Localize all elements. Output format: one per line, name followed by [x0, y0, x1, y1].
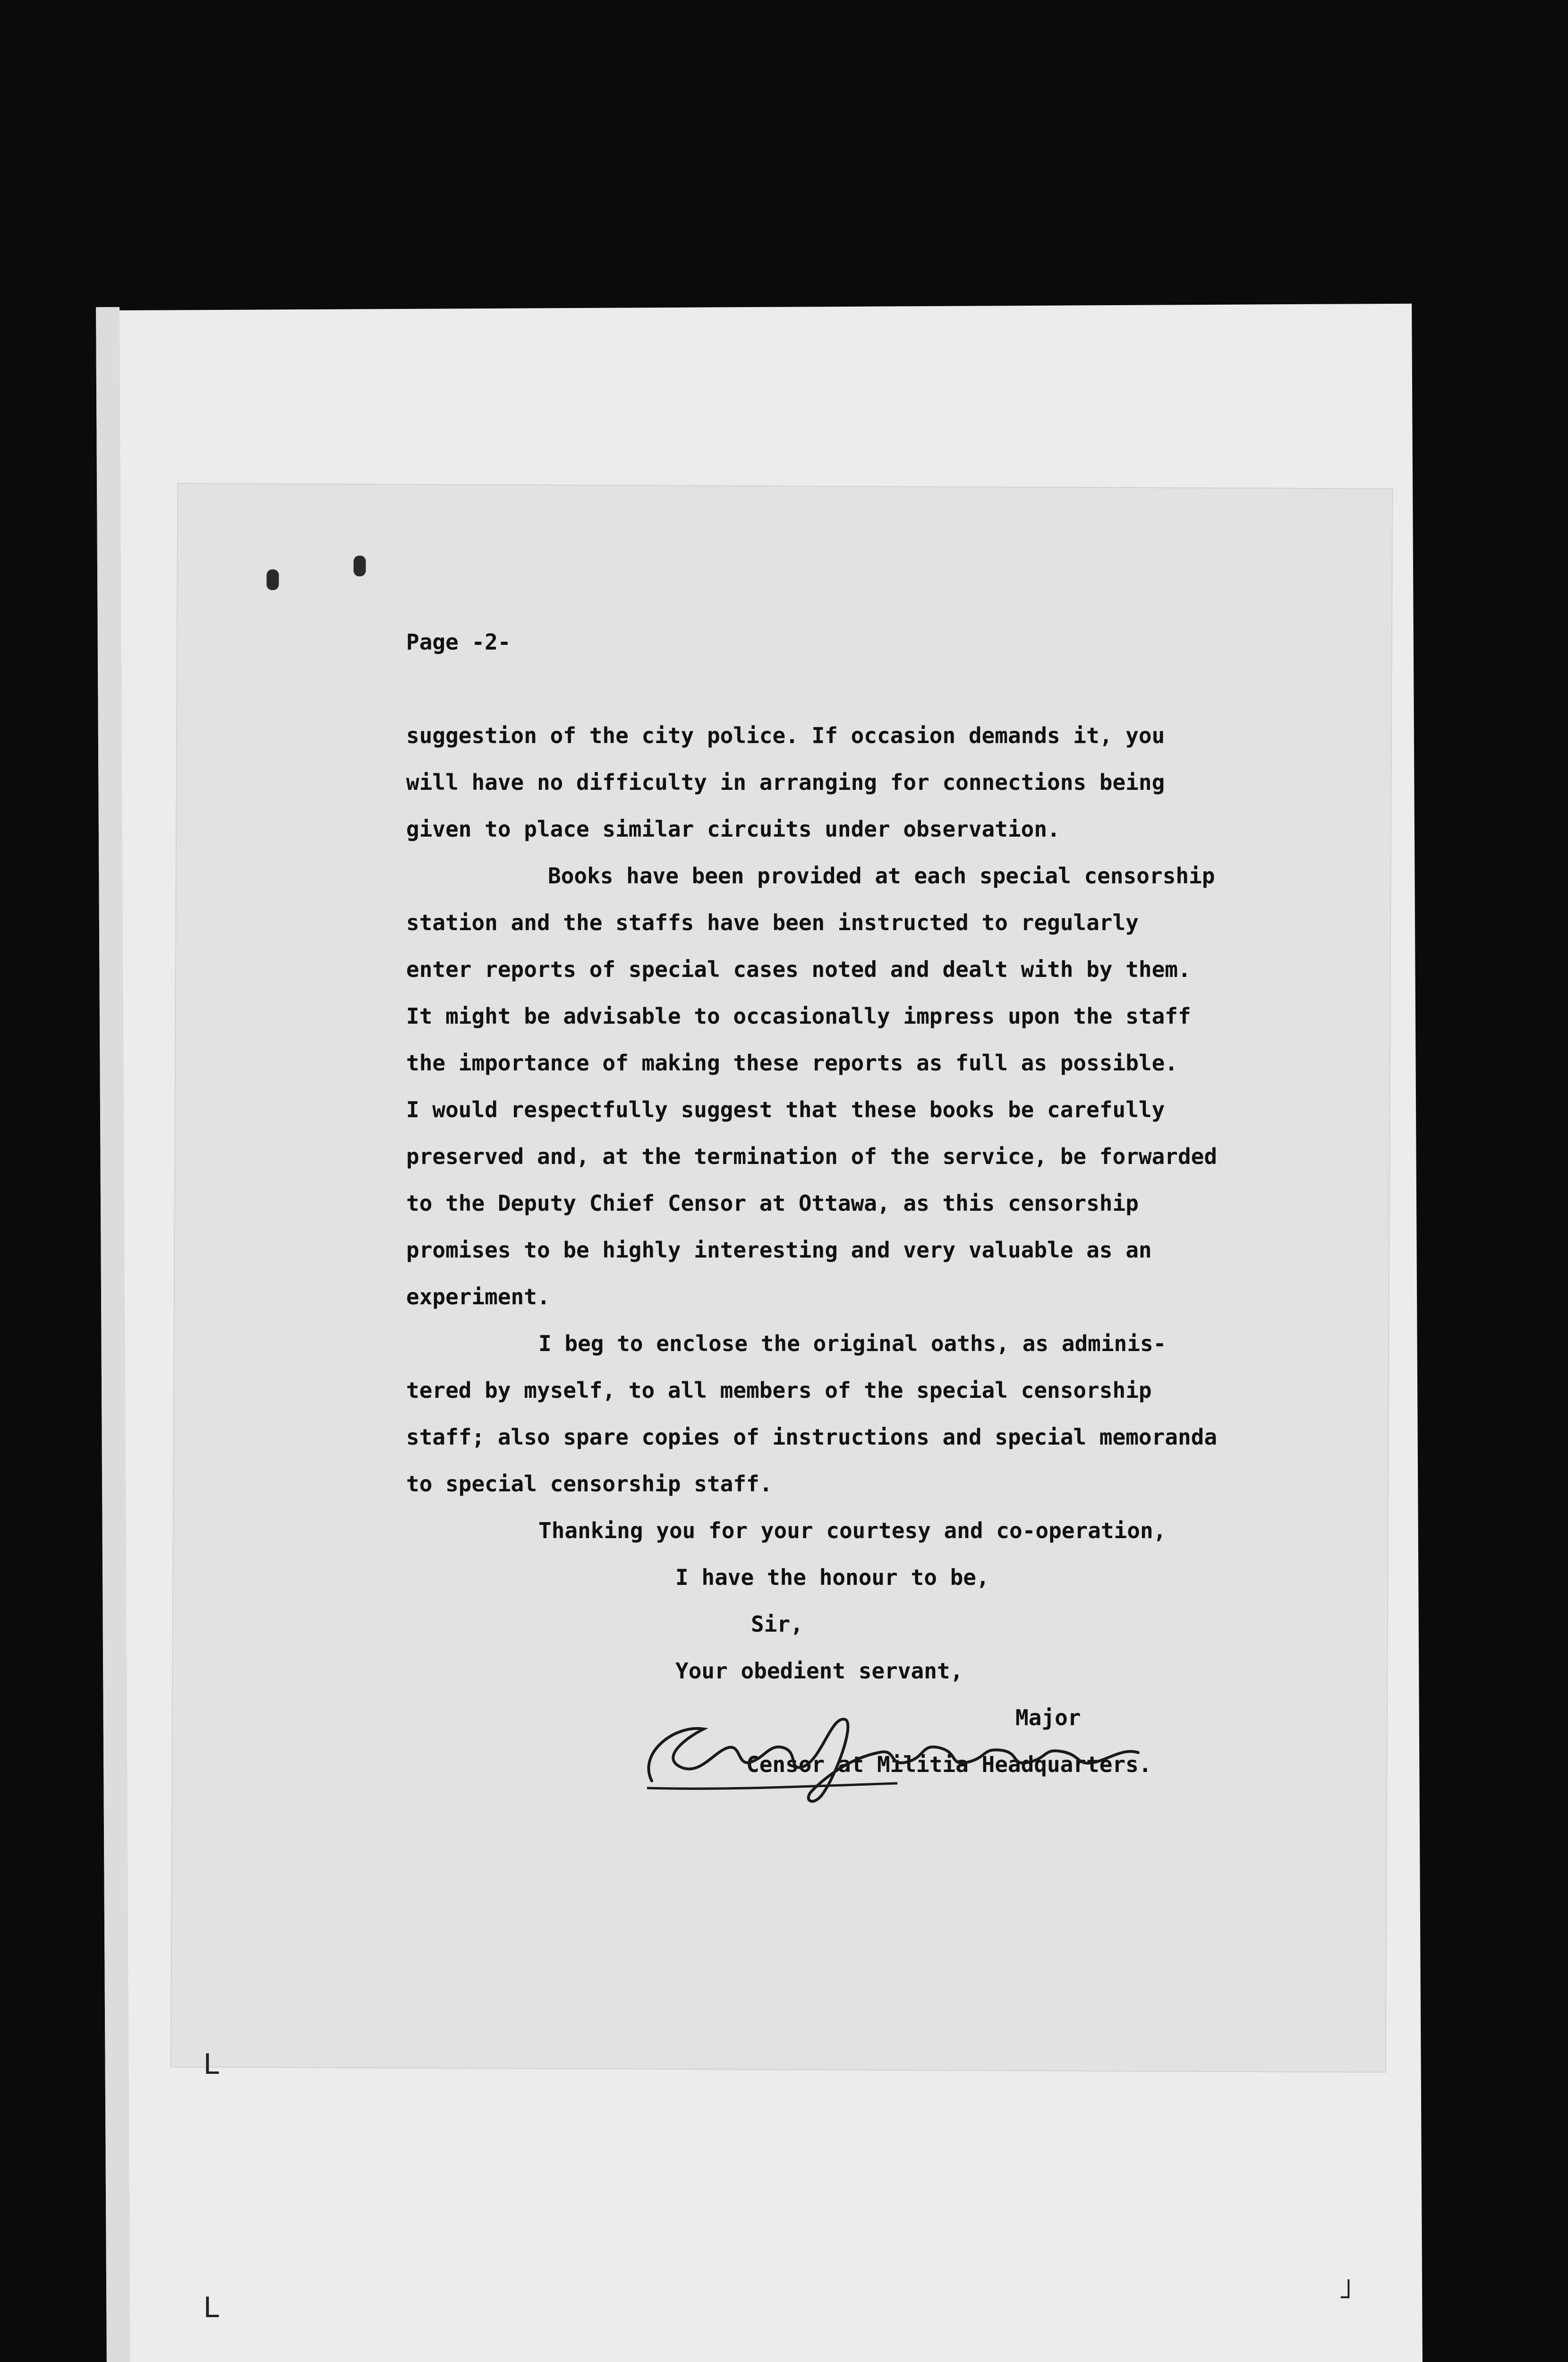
margin-mark: L [203, 2048, 221, 2081]
paragraph-1 [406, 712, 1351, 853]
text-line: I would respectfully suggest that these books be carefully [406, 1097, 1165, 1122]
text-line: promises to be highly interesting and very valuable as an [406, 1237, 1152, 1263]
closing-honour: I have the honour to be, [675, 1565, 989, 1590]
closing-salutation: Sir, [751, 1611, 803, 1637]
text-line: Books have been provided at each special censorship [548, 863, 1215, 889]
text-line: experiment. [406, 1284, 550, 1309]
punch-hole [266, 569, 279, 590]
text-line: staff; also spare copies of instructions and special memoranda [406, 1424, 1218, 1450]
paragraph-2 [406, 853, 1351, 1320]
paragraph-3 [406, 1320, 1351, 1507]
text-line: to the Deputy Chief Censor at Ottawa, as this censorship [406, 1190, 1139, 1216]
letter-body [406, 619, 1351, 1788]
text-line: suggestion of the city police. If occasion demands it, you [406, 723, 1165, 748]
text-line: the importance of making these reports as full as possible. [406, 1050, 1178, 1076]
text-line: preserved and, at the termination of the service, be forwarded [406, 1144, 1218, 1169]
text-line: will have no difficulty in arranging for connections being [406, 770, 1165, 795]
text-line: enter reports of special cases noted and dealt with by them. [406, 957, 1191, 982]
text-line: I beg to enclose the original oaths, as adminis- [538, 1331, 1167, 1356]
text-line: to special censorship staff. [406, 1471, 773, 1497]
page-heading: Page -2- [406, 629, 511, 655]
signature [633, 1696, 1152, 1809]
text-line: tered by myself, to all members of the special censorship [406, 1378, 1152, 1403]
closing-servant: Your obedient servant, [675, 1658, 963, 1684]
signature-drawing [633, 1696, 1152, 1809]
margin-mark: L [203, 2291, 221, 2324]
closing-thanks: Thanking you for your courtesy and co-operation, [538, 1518, 1167, 1543]
text-line: It might be advisable to occasionally impress upon the staff [406, 1003, 1191, 1029]
signer-rank: Major [1015, 1705, 1081, 1730]
text-line: given to place similar circuits under observation. [406, 816, 1060, 842]
margin-mark: ˩ [1337, 2272, 1354, 2305]
punch-hole [353, 556, 366, 576]
signer-title: Censor at Militia Headquarters. [746, 1752, 1152, 1777]
text-line: station and the staffs have been instructed to regularly [406, 910, 1139, 935]
